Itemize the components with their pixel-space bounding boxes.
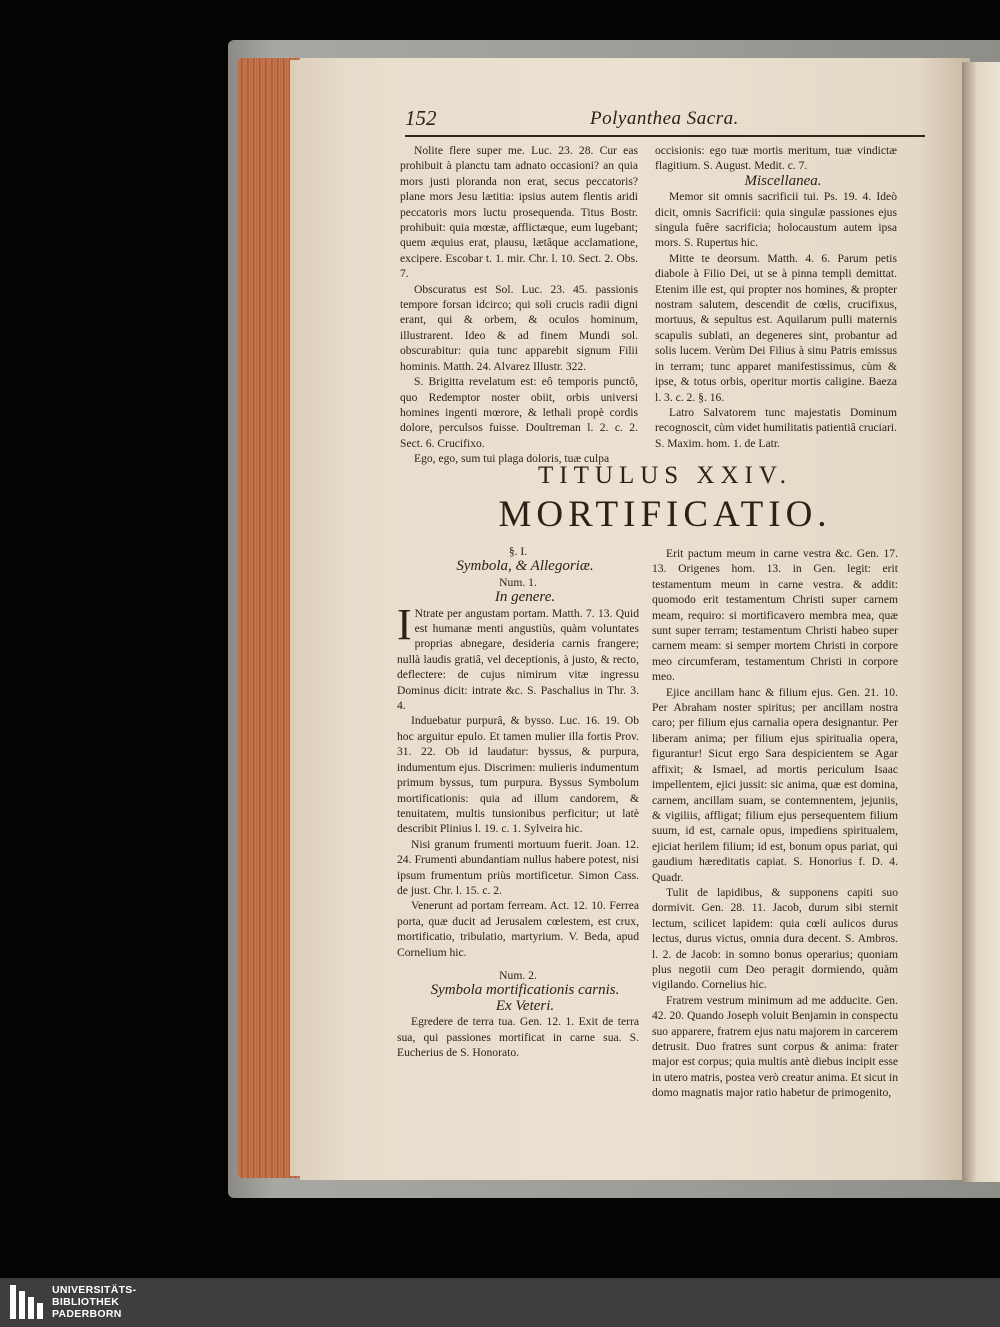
titulus-heading: TITULUS XXIV. [538, 462, 792, 489]
subheading: Ex Veteri. [495, 997, 555, 1014]
paragraph: Venerunt ad portam ferream. Act. 12. 10. Ferrea porta, quæ ducit ad Jerusalem cœlestem, est crux, mortificatio, tribulatio, martyrium. V. Beda, apud Cornelium hic. [397, 899, 639, 959]
paragraph: Ego, ego, sum tui plaga doloris, tuæ culpa [414, 452, 610, 466]
section-number: §. I. [508, 545, 528, 558]
num-title: In genere. [494, 589, 556, 606]
paragraph: Ejice ancillam hanc & filium ejus. Gen. 21. 10. Per Abraham noster spiritus; per ancillam nostra caro; per filium ejus carnalia opera designantur. Per liberam anima; per filium ejus spiritualia opera, figurantur! Sicut ergo Sara despicientem se Agar affixit; & Ismael, ad mortis periculum Isaac impellentem, ejici jussit: sic anima, quæ est domina, carnem, ancillam suam, se contemnentem, jejuniis, & vigiliis, affligat; filium ejus persequentem filium suum, id est, carnale opus, impediens spiritualem, ejiciat herilem filium; id est, bonum opus pariat, qui gaudium hæreditatis capiat. S. Honorius f. D. 4. Quadr. [652, 685, 898, 884]
subheading: Miscellanea. [744, 172, 822, 189]
right-column-top [655, 143, 897, 451]
page-number: 152 [405, 106, 437, 130]
library-name-line: UNIVERSITÄTS- [52, 1284, 137, 1296]
num-label: Num. 2. [499, 968, 537, 982]
num-label: Num. 1. [499, 575, 537, 589]
drop-cap: I [397, 599, 412, 649]
running-title: Polyanthea Sacra. [590, 108, 739, 129]
paragraph: S. Brigitta revelatum est: eô temporis punctô, quo Redemptor noster obiit, orbis universi homines ingenti mœrore, & lethali propè cordis dolore, perculsos fuisse. Doultreman l. 2. c. 2. Sect. 6. Crucifixo. [400, 375, 638, 450]
paragraph: Obscuratus est Sol. Luc. 23. 45. passionis tempore forsan idcirco; qui soli crucis radii digni erant, qui & orbem, & oculos hominum, illustrarent. Ideo & ad finem Mundi sol. obscurabitur: quia tunc apparebit signum Filii hominis. Matth. 24. Alvarez Illustr. 322. [400, 282, 638, 373]
paragraph: Mitte te deorsum. Matth. 4. 6. Parum petis diabole à Filio Dei, ut se à pinna templi demittat. Etenim ille est, qui propter nos homines, & propter nostram salutem, descendit de cœlis, crucifixus, mortuus, & sepultus est. Aquilarum pulli maternis scapulis sublati, an degeneres sint, probantur ad solis lucem. Verùm Dei Filius à sinu Patris emissus in terram; tunc apparet manifestissimus, cùm & ipse, & totus orbis, operitur mortis caligine. Baeza l. 3. c. 2. §. 16. [655, 251, 897, 404]
library-name-line: PADERBORN [52, 1308, 122, 1320]
paragraph: Latro Salvatorem tunc majestatis Dominum recognoscit, cùm videt humilitatis patientiâ cruciari. S. Maxim. hom. 1. de Latr. [655, 405, 897, 450]
paragraph: Tulit de lapidibus, & supponens capiti suo dormivit. Gen. 28. 11. Jacob, durum sibi sternit lectum, scilicet lapidem: quia cœli aulicos durus lectus, durus victus, omnia dura decent. S. Ambros. l. 2. de Jacob: in somno bonus operarius; quoniam plus negotii cum Deo peragit dormiendo, quàm vigilando. Cornelius hic. [652, 885, 898, 992]
library-logo-icon [10, 1285, 46, 1319]
paragraph: Nolite flere super me. Luc. 23. 28. Cur eas prohibuit à planctu tam adnato occasioni? an quia mors justi ploranda non erat, secus peccatoris? plane mors Jesu lætitia: ipsius autem flentis aridi peccatoris mors luctu prosequenda. Titus Bostr. prohibuit: quia mœstæ, afflictæque, eum lugebant; quem æquius erat, plausu, lætâque acclamatione, excipere. Escobar t. 1. mir. Chr. l. 10. Sect. 2. Obs. 7. [400, 144, 638, 281]
library-name-line: BIBLIOTHEK [52, 1296, 120, 1308]
paragraph: Fratrem vestrum minimum ad me adducite. Gen. 42. 20. Quando Joseph voluit Benjamin in conspectu suo apparere, fratrem ejus natu majorem in carcerem detrusit. Duo fratres sunt corpus & anima: frater major est corpus; quia multis antè diebus incipit esse in utero matris, postea verò creatur anima. Et sicut in domo magnatis major ratio habetur de primogenito, [652, 993, 898, 1100]
library-name [52, 1284, 136, 1320]
paragraph-text: Ntrate per angustam portam. Matth. 7. 13. Quid est humanæ menti angustiùs, quàm voluntates proprias abnegare, desideria carnis frangere; nullà laudis gratiâ, vel deceptionis, à justo, & recto, deflectere: de cujus nimirum vitæ ingressu Dominus dicit: intrate &c. S. Paschalius in Thr. 3. 4. [397, 606, 639, 713]
header-rule [405, 135, 925, 137]
paragraph: Nisi granum frumenti mortuum fuerit. Joan. 12. 24. Frumenti abundantiam nullus habere potest, nisi ipsum frumentum priùs mortificetur. Simon Cass. de just. Chr. l. 15. c. 2. [397, 837, 639, 897]
paragraph: Memor sit omnis sacrificii tui. Ps. 19. 4. Ideò dicit, omnis Sacrificii: quia singulæ passiones ejus singula fuêre sacrificia; holocaustum autem ipsa mors. S. Rupertus hic. [655, 190, 897, 250]
left-column-bottom [397, 544, 639, 1060]
section-title: Symbola, & Allegoriæ. [456, 558, 594, 575]
paragraph: Erit pactum meum in carne vestra &c. Gen. 17. 13. Origenes hom. 13. in Gen. legit: erit testamentum meum in carne vestra. & addit: quomodo erit testamentum Christi super carnem meam, requiro: si mortificavero membra mea, quæ sunt super terram; testamentum Christi habeo super carnem meam: si semper mortem Christi in corpore meo circumferam, testamentum Christi in corpore meo. [652, 547, 898, 684]
paragraph: occisionis: ego tuæ mortis meritum, tuæ vindictæ flagitium. S. August. Medit. c. 7. [655, 144, 897, 173]
facing-page-edge [962, 62, 1000, 1182]
right-column-bottom [652, 546, 898, 1101]
num-title: Symbola mortificationis carnis. [430, 982, 620, 999]
chapter-title: MORTIFICATIO. [498, 494, 832, 535]
paragraph: Egredere de terra tua. Gen. 12. 1. Exit de terra sua, qui passiones mortificat in carne sua. S. Eucherius de S. Honorato. [397, 1015, 639, 1059]
left-column-top [400, 143, 638, 467]
paragraph [397, 599, 639, 714]
paragraph: Induebatur purpurâ, & bysso. Luc. 16. 19. Ob hoc arguitur epulo. Et tamen mulier illa fortis Prov. 31. 22. Ob id laudatur: byssus, & purpura, indumentum ejus. Discrimen: mulieris indumentum primum byssus, tum purpura. Byssus Symbolum mortificationis: quia ad illum candorem, & tenuitatem, multis tunsionibus perficitur; ut latè describit Plinius l. 19. c. 1. Sylveira hic. [397, 714, 639, 836]
library-footer [0, 1278, 1000, 1327]
